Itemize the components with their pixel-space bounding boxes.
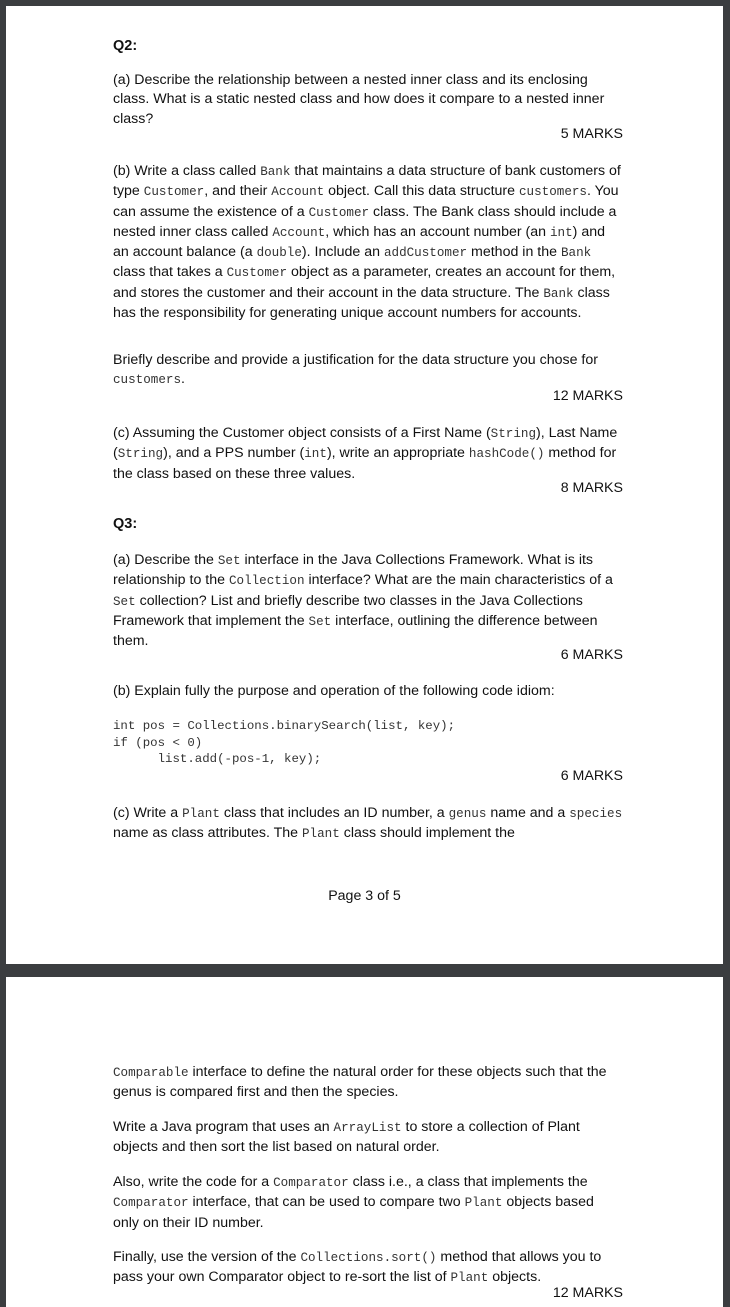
q3c-program-text: Write a Java program that uses an ArrayList to store a collection of Plant objects and then sort the list based on natural order. (113, 1119, 580, 1156)
page-number-footer: Page 3 of 5 (328, 888, 401, 904)
q2c-marks: 8 MARKS (560, 480, 623, 496)
q2a-text: (a) Describe the relationship between a nested inner class and its enclosing class. What is a static nested class and how does it compare to a nested inner class? (113, 72, 605, 127)
document-page-3 (6, 6, 723, 964)
q2b-justification-text: Briefly describe and provide a justification for the data structure you chose for customers. (113, 352, 598, 388)
q3a-marks: 6 MARKS (560, 647, 623, 663)
question-3-heading: Q3: (113, 516, 138, 532)
q3c-sort-text: Finally, use the version of the Collections.sort() method that allows you to pass your own Comparator object to re-sort the list of Plant objects. (113, 1249, 602, 1286)
code-line-2: if (pos < 0) (113, 735, 203, 750)
code-line-3: list.add(-pos-1, key); (113, 752, 322, 766)
code-snippet (113, 718, 623, 768)
q3b-marks: 6 MARKS (560, 768, 623, 784)
question-2-heading: Q2: (113, 38, 138, 54)
q2b-text: (b) Write a class called Bank that maintains a data structure of bank customers of type Customer, and their Account object. Call this data structure customers. You can assume the existence of a Customer class. The Bank class should include a nested inner class called Account, which has an account number (an int) and an account balance (a double). Include an addCustomer method in the Bank class that takes a Customer object as a parameter, creates an account for them, and stores the customer and their account in the data structure. The Bank class has the responsibility for generating unique account numbers for accounts. (113, 163, 621, 322)
q3c-marks: 12 MARKS (552, 1285, 623, 1301)
document-page-4 (6, 977, 723, 1307)
q3a-text: (a) Describe the Set interface in the Java Collections Framework. What is its relationship to the Collection interface? What are the main characteristics of a Set collection? List and briefly describe two classes in the Java Collections Framework that implement the Set interface, outlining the difference between them. (113, 552, 613, 650)
q3c-comparator-text: Also, write the code for a Comparator class i.e., a class that implements the Comparator interface, that can be used to compare two Plant objects based only on their ID number. (113, 1174, 594, 1231)
q2a-marks: 5 MARKS (560, 126, 623, 142)
q2b-marks: 12 MARKS (552, 388, 623, 404)
q3c-text: (c) Write a Plant class that includes an ID number, a genus name and a species name as class attributes. The Plant class should implement the (113, 805, 623, 842)
code-line-1: int pos = Collections.binarySearch(list, key); (113, 719, 456, 733)
q3b-text: (b) Explain fully the purpose and operation of the following code idiom: (113, 683, 555, 699)
q3c-continued-text: Comparable interface to define the natural order for these objects such that the genus is compared first and then the species. (113, 1064, 607, 1101)
q2c-text: (c) Assuming the Customer object consists of a First Name (String), Last Name (String), and a PPS number (int), write an appropriate hashCode() method for the class based on these three values. (113, 425, 618, 482)
